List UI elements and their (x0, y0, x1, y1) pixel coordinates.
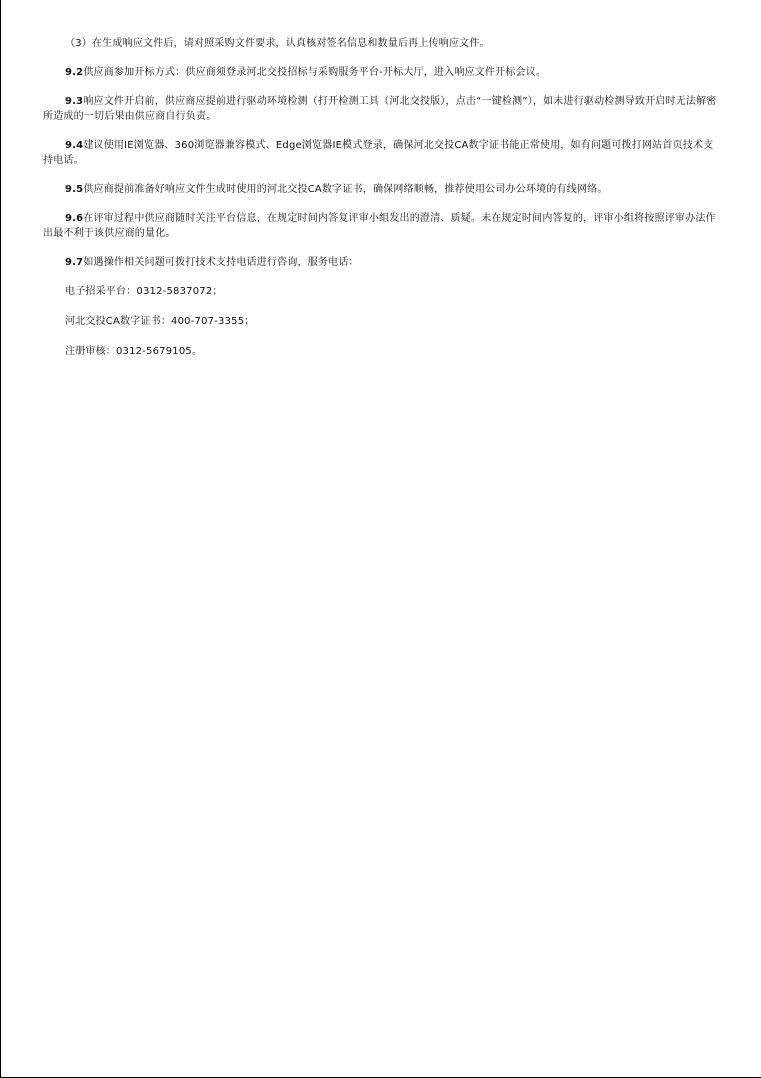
paragraph-text: 在评审过程中供应商随时关注平台信息，在规定时间内答复评审小组发出的澄清、质疑。未在规定时间内答复的，评审小组将按照评审办法作出最不利于该供应商的量化。 (43, 213, 716, 239)
document-body (43, 36, 719, 374)
paragraph-3-signature-check (43, 36, 719, 51)
paragraph-9-6 (43, 211, 719, 241)
paragraph-text: 建议使用IE浏览器、360浏览器兼容模式、Edge浏览器IE模式登录，确保河北交投CA数字证书能正常使用，如有问题可拨打网站首页技术支持电话。 (43, 140, 714, 166)
paragraph-9-4 (43, 138, 719, 168)
contact-line-ca-certificate: 河北交投CA数字证书：400-707-3355； (65, 316, 255, 327)
paragraph-number: 9.5 (65, 184, 84, 195)
paragraph-number: 9.6 (65, 213, 84, 224)
paragraph-9-7 (43, 255, 719, 270)
paragraph-number: 9.4 (65, 140, 84, 151)
paragraph-number: 9.7 (65, 257, 84, 268)
paragraph-number: 9.2 (65, 67, 84, 78)
paragraph-9-2 (43, 65, 719, 80)
paragraph-text: （3）在生成响应文件后，请对照采购文件要求，认真核对签名信息和数量后再上传响应文件。 (65, 38, 490, 49)
paragraph-number: 9.3 (65, 96, 84, 107)
paragraph-text: 如遇操作相关问题可拨打技术支持电话进行咨询，服务电话： (83, 257, 359, 268)
paragraph-text: 供应商参加开标方式：供应商须登录河北交投招标与采购服务平台-开标大厅，进入响应文件开标会议。 (83, 67, 547, 78)
paragraph-text: 响应文件开启前，供应商应提前进行驱动环境检测（打开检测工具（河北交投版），点击“一键检测”），如未进行驱动检测导致开启时无法解密所造成的一切后果由供应商自行负责。 (43, 96, 717, 122)
paragraph-9-3 (43, 94, 719, 124)
paragraph-text: 供应商提前准备好响应文件生成时使用的河北交投CA数字证书，确保网络顺畅，推荐使用公司办公环境的有线网络。 (83, 184, 608, 195)
contact-line-registration: 注册审核：0312-5679105。 (65, 346, 203, 357)
paragraph-9-5 (43, 182, 719, 197)
contact-line-platform: 电子招采平台：0312-5837072； (65, 286, 223, 297)
